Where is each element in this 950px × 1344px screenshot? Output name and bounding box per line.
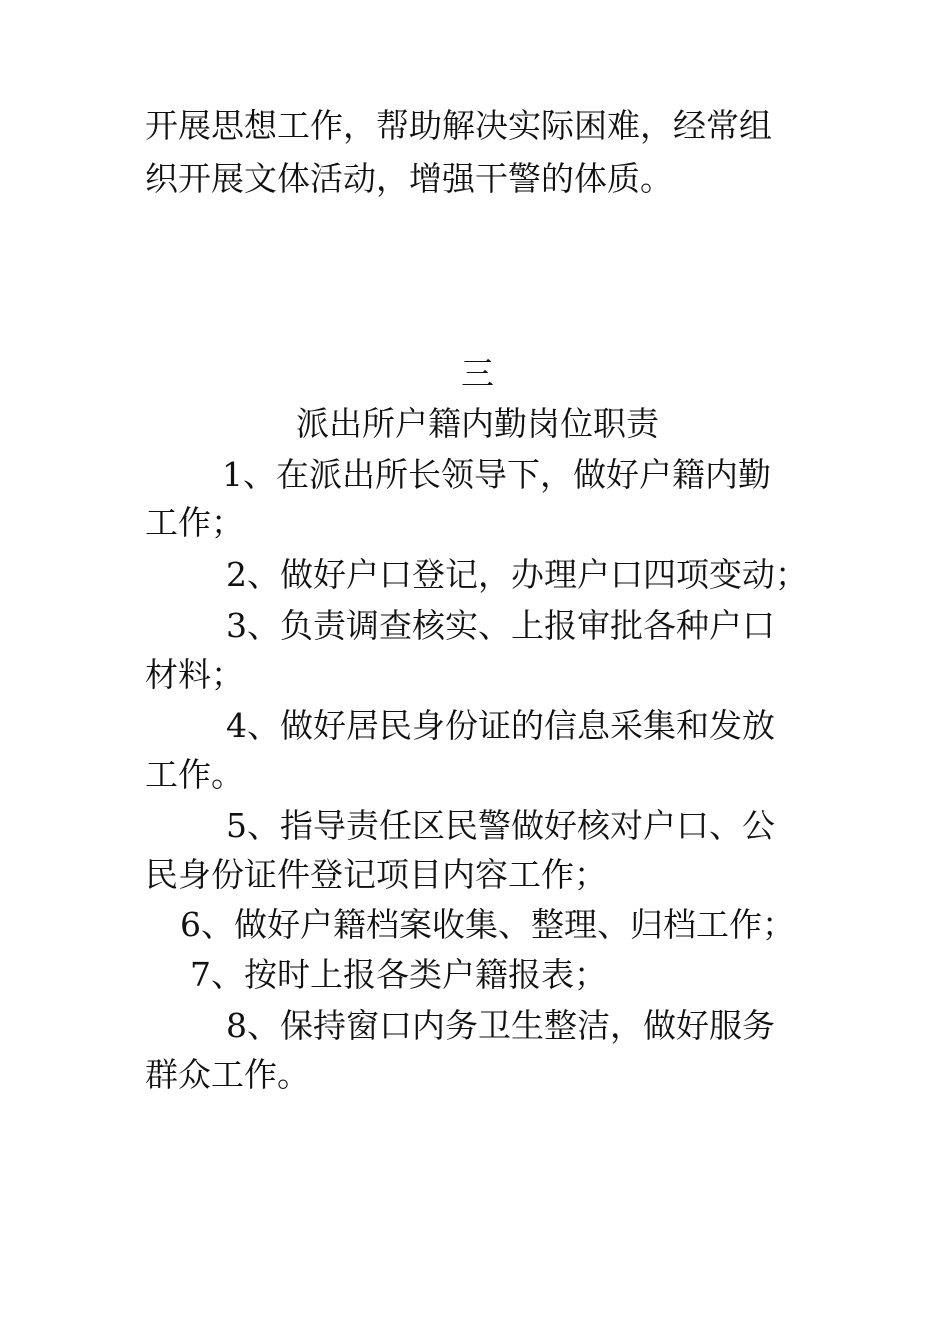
section-title: 派出所户籍内勤岗位职责 [296,404,659,443]
section-number: 三 [461,354,494,393]
item-3-line-1: 3、负责调查核实、上报审批各种户口 [226,606,775,645]
item-1-line-2: 工作； [145,503,244,542]
item-6-line-1: 6、做好户籍档案收集、整理、归档工作； [180,905,795,944]
item-5-line-2: 民身份证件登记项目内容工作； [145,855,607,894]
item-2-line-1: 2、做好户口登记，办理户口四项变动； [226,555,808,594]
intro-line-2: 织开展文体活动，增强干警的体质。 [145,159,673,198]
item-4-line-1: 4、做好居民身份证的信息采集和发放 [226,706,775,745]
item-1-line-1: 1、在派出所长领导下，做好户籍内勤 [222,455,771,494]
item-4-line-2: 工作。 [145,755,244,794]
item-8-line-1: 8、保持窗口内务卫生整洁，做好服务 [226,1006,775,1045]
item-3-line-2: 材料； [145,655,244,694]
item-5-line-1: 5、指导责任区民警做好核对户口、公 [226,806,775,845]
item-8-line-2: 群众工作。 [145,1055,310,1094]
item-7-line-1: 7、按时上报各类户籍报表； [190,955,607,994]
intro-line-1: 开展思想工作，帮助解决实际困难，经常组 [145,106,772,145]
